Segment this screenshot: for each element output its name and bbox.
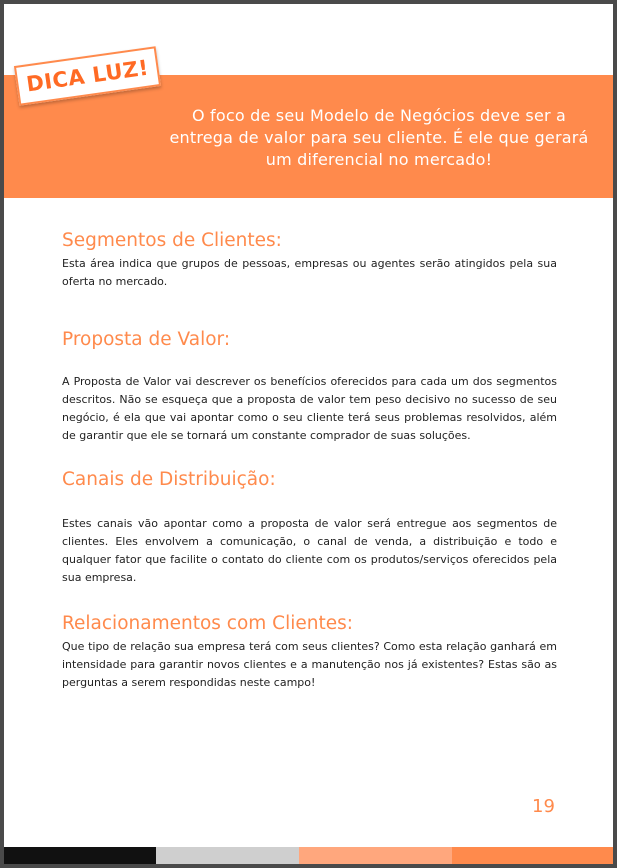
page-number: 19 — [532, 796, 555, 817]
footer-bar-segment — [4, 847, 156, 864]
section-title: Relacionamentos com Clientes: — [62, 613, 353, 634]
section-title: Proposta de Valor: — [62, 329, 231, 350]
tip-stamp-label: DICA LUZ! — [24, 55, 151, 97]
section-customer-segments — [62, 229, 557, 291]
section-customer-relationships — [62, 612, 557, 692]
section-body: Esta área indica que grupos de pessoas, empresas ou agentes serão atingidos pela sua oferta no mercado. — [62, 257, 557, 288]
section-body: Que tipo de relação sua empresa terá com seus clientes? Como esta relação ganhará em intensidade para garantir novos clientes e a manutenção nos já existentes? Estas são as perguntas a serem respondidas neste campo! — [62, 640, 557, 689]
section-title: Canais de Distribuição: — [62, 469, 276, 490]
section-distribution-channels — [62, 468, 557, 587]
footer-bar-segment — [452, 847, 613, 864]
tip-banner-line: O foco de seu Modelo de Negócios deve ser a — [191, 106, 567, 125]
footer-bar-segment — [156, 847, 299, 864]
tip-banner-line: um diferencial no mercado! — [265, 150, 493, 169]
section-title: Segmentos de Clientes: — [62, 230, 282, 251]
section-body: Estes canais vão apontar como a proposta de valor será entregue aos segmentos de clientes. Eles envolvem a comunicação, o canal de venda, a distribuição e todo e qualquer fator que facilite o contato do cliente com os produtos/serviços oferecidos pela sua empresa. — [62, 517, 557, 584]
tip-banner-line: entrega de valor para seu cliente. É ele que gerará — [169, 128, 589, 147]
tip-banner-text — [164, 105, 594, 171]
document-page — [4, 4, 613, 864]
section-value-proposition — [62, 328, 557, 445]
footer-bar-segment — [299, 847, 452, 864]
section-body: A Proposta de Valor vai descrever os benefícios oferecidos para cada um dos segmentos descritos. Não se esqueça que a proposta de valor tem peso decisivo no sucesso de seu negócio, é ela que vai apontar como o seu cliente terá seus problemas resolvidos, além de garantir que ele se tornará um constante comprador de suas soluções. — [62, 375, 557, 442]
